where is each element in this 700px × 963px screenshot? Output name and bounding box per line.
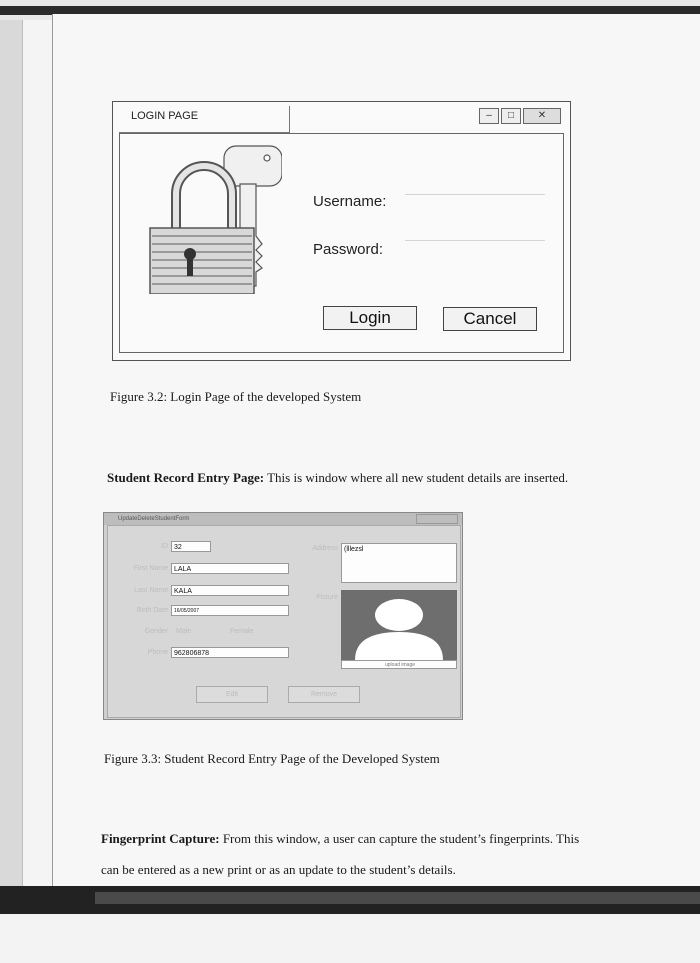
last-name-input[interactable]: KALA bbox=[171, 585, 289, 596]
login-content bbox=[119, 133, 564, 353]
fingerprint-paragraph-line1 bbox=[101, 831, 579, 847]
gender-label: Gender bbox=[144, 628, 168, 635]
student-form-window bbox=[103, 512, 463, 720]
login-window bbox=[112, 101, 571, 361]
minimize-icon[interactable]: – bbox=[479, 108, 499, 124]
password-input[interactable] bbox=[405, 240, 545, 241]
id-label: ID bbox=[161, 543, 168, 550]
gender-male-radio[interactable]: Male bbox=[176, 628, 192, 635]
birth-date-picker[interactable]: 16/05/2007 bbox=[171, 605, 289, 616]
last-name-label: Last Name bbox=[134, 587, 168, 594]
birth-date-label: Birth Date bbox=[136, 607, 168, 614]
avatar-placeholder-icon bbox=[341, 590, 457, 660]
student-form-titlebar bbox=[104, 513, 462, 525]
figure-3-3-caption: Figure 3.3: Student Record Entry Page of the Developed System bbox=[104, 751, 440, 766]
cancel-button[interactable]: Cancel bbox=[443, 307, 537, 331]
window-controls-icon[interactable] bbox=[416, 514, 458, 524]
password-label: Password: bbox=[313, 241, 384, 258]
first-name-input[interactable]: LALA bbox=[171, 563, 289, 574]
gender-female-radio[interactable]: Female bbox=[230, 628, 254, 635]
student-form-body bbox=[107, 525, 461, 718]
login-window-title: LOGIN PAGE bbox=[131, 110, 199, 122]
padlock-key-icon bbox=[142, 144, 282, 294]
fingerprint-heading: Fingerprint Capture: bbox=[101, 831, 220, 846]
remove-button[interactable]: Remove bbox=[288, 686, 360, 703]
first-name-label: First Name bbox=[133, 565, 168, 572]
address-label: Address bbox=[312, 545, 338, 552]
student-section-text: This is window where all new student details are inserted. bbox=[264, 470, 569, 485]
close-icon[interactable]: ✕ bbox=[523, 108, 561, 124]
maximize-icon[interactable]: □ bbox=[501, 108, 521, 124]
username-input[interactable] bbox=[405, 194, 545, 195]
student-form-title: UpdateDeleteStudentForm bbox=[118, 516, 190, 522]
fingerprint-text-line1: From this window, a user can capture the student’s fingerprints. This bbox=[219, 831, 580, 846]
figure-3-2-caption: Figure 3.2: Login Page of the developed System bbox=[110, 389, 362, 404]
fingerprint-text-line2: can be entered as a new print or as an update to the student’s details. bbox=[101, 862, 456, 877]
student-section-heading: Student Record Entry Page: bbox=[107, 470, 265, 485]
address-textarea[interactable]: (lllezsl bbox=[341, 543, 457, 583]
edit-button[interactable]: Edit bbox=[196, 686, 268, 703]
scan-bottom-edge bbox=[0, 886, 700, 963]
phone-label: Phone bbox=[147, 649, 168, 656]
login-button[interactable]: Login bbox=[323, 306, 417, 330]
window-controls bbox=[479, 108, 561, 124]
picture-label: Picture bbox=[316, 594, 338, 601]
username-label: Username: bbox=[313, 193, 387, 210]
id-input[interactable]: 32 bbox=[171, 541, 211, 552]
left-page-edge bbox=[0, 20, 52, 890]
upload-image-button[interactable]: upload image bbox=[341, 660, 457, 669]
student-section-paragraph bbox=[107, 470, 568, 486]
phone-input[interactable]: 962806878 bbox=[171, 647, 289, 658]
